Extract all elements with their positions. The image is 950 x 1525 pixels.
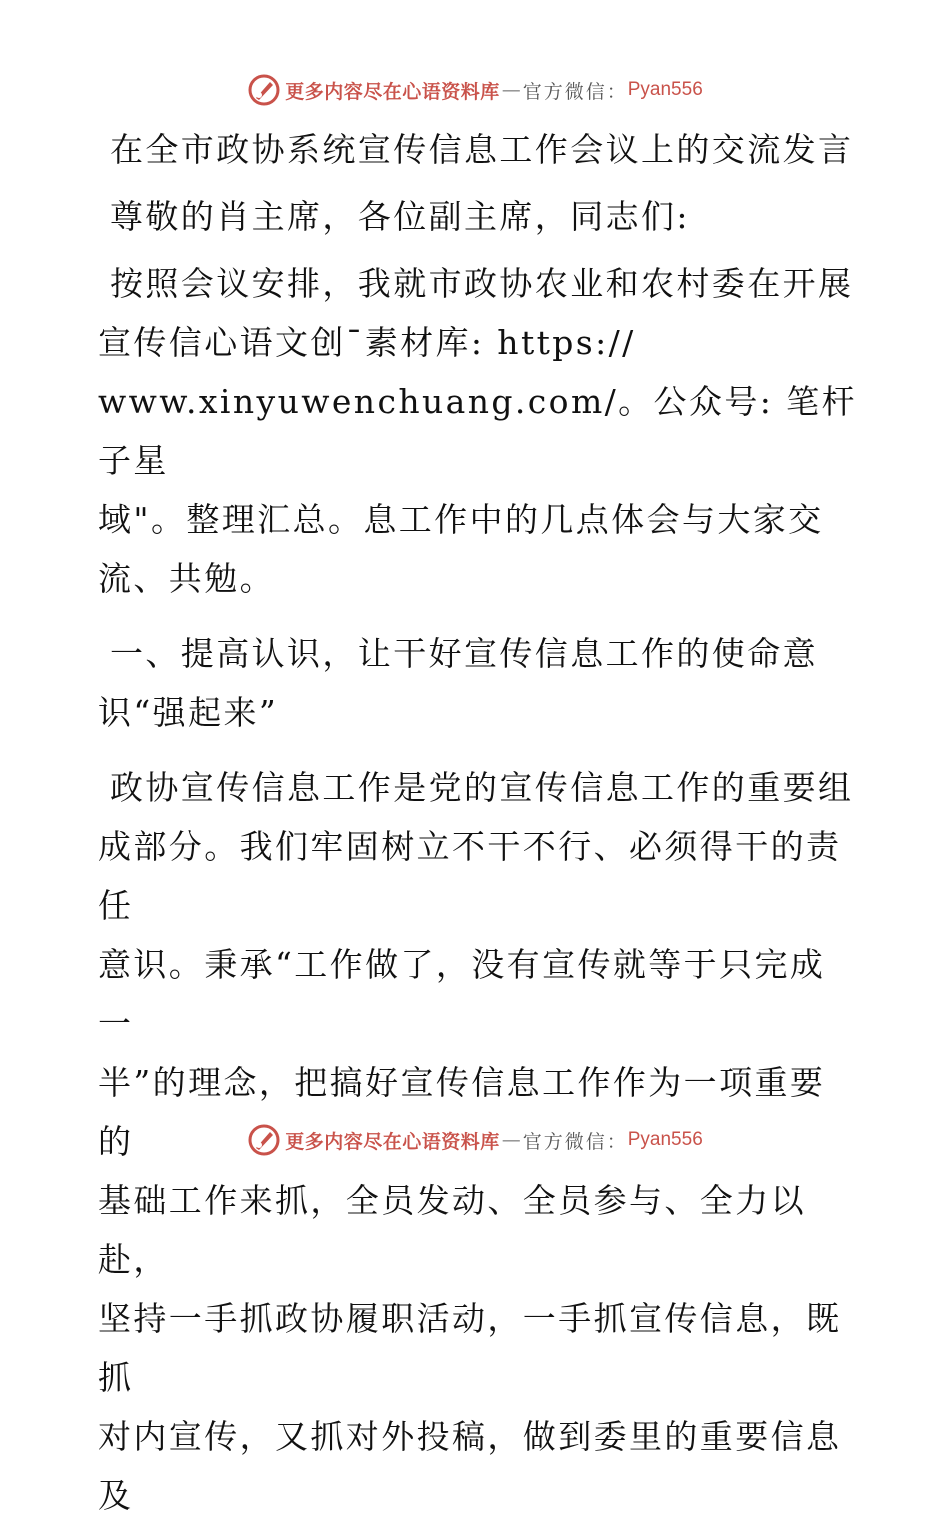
banner-channel: 官方微信： [522, 80, 628, 103]
paragraph-line: 意识。秉承“工作做了，没有宣传就等于只完成一 [98, 945, 826, 1043]
quill-logo-icon [247, 73, 281, 107]
banner-handle: Pyan556 [627, 1129, 703, 1150]
paragraph-line: 政协宣传信息工作是党的宣传信息工作的重要组 [110, 768, 854, 807]
banner-brand: 更多内容尽在心语资料库 [285, 1130, 500, 1153]
banner-dash: — [501, 1129, 521, 1151]
quill-logo-icon [247, 1123, 281, 1157]
heading-line: 识“强起来” [98, 693, 279, 732]
banner-brand: 更多内容尽在心语资料库 [285, 80, 500, 103]
paragraph-line: 半”的理念，把搞好宣传信息工作作为一项重要的 [98, 1063, 826, 1161]
footer-banner [0, 1120, 950, 1160]
document-body [98, 120, 858, 1525]
paragraph-line: 流、共勉。 [98, 559, 275, 598]
banner-handle: Pyan556 [627, 79, 703, 100]
banner-channel: 官方微信： [522, 1130, 628, 1153]
paragraph-line: 域"。整理汇总。息工作中的几点体会与大家交 [98, 500, 824, 539]
intro-paragraph [98, 254, 858, 608]
paragraph-line: 宣传信心语文创¯素材库: https:// [98, 323, 636, 362]
paragraph-line: 成部分。我们牢固树立不干不行、必须得干的责任 [98, 827, 842, 925]
header-banner [0, 70, 950, 110]
paragraph-line: 坚持一手抓政协履职活动，一手抓宣传信息，既抓 [98, 1299, 842, 1397]
heading-line: 一、提高认识，让干好宣传信息工作的使命意 [110, 634, 818, 673]
paragraph-line: www.xinyuwenchuang.com/。公众号: 笔杆子星 [98, 382, 857, 480]
banner-dash: — [501, 79, 521, 101]
section-heading [98, 624, 858, 742]
paragraph-line: 基础工作来抓，全员发动、全员参与、全力以赴， [98, 1181, 806, 1279]
document-title: 在全市政协系统宣传信息工作会议上的交流发言 [110, 130, 854, 169]
paragraph-line: 对内宣传，又抓对外投稿，做到委里的重要信息及 [98, 1417, 842, 1515]
greeting: 尊敬的肖主席，各位副主席，同志们: [110, 197, 690, 236]
paragraph-line: 按照会议安排，我就市政协农业和农村委在开展 [110, 264, 854, 303]
